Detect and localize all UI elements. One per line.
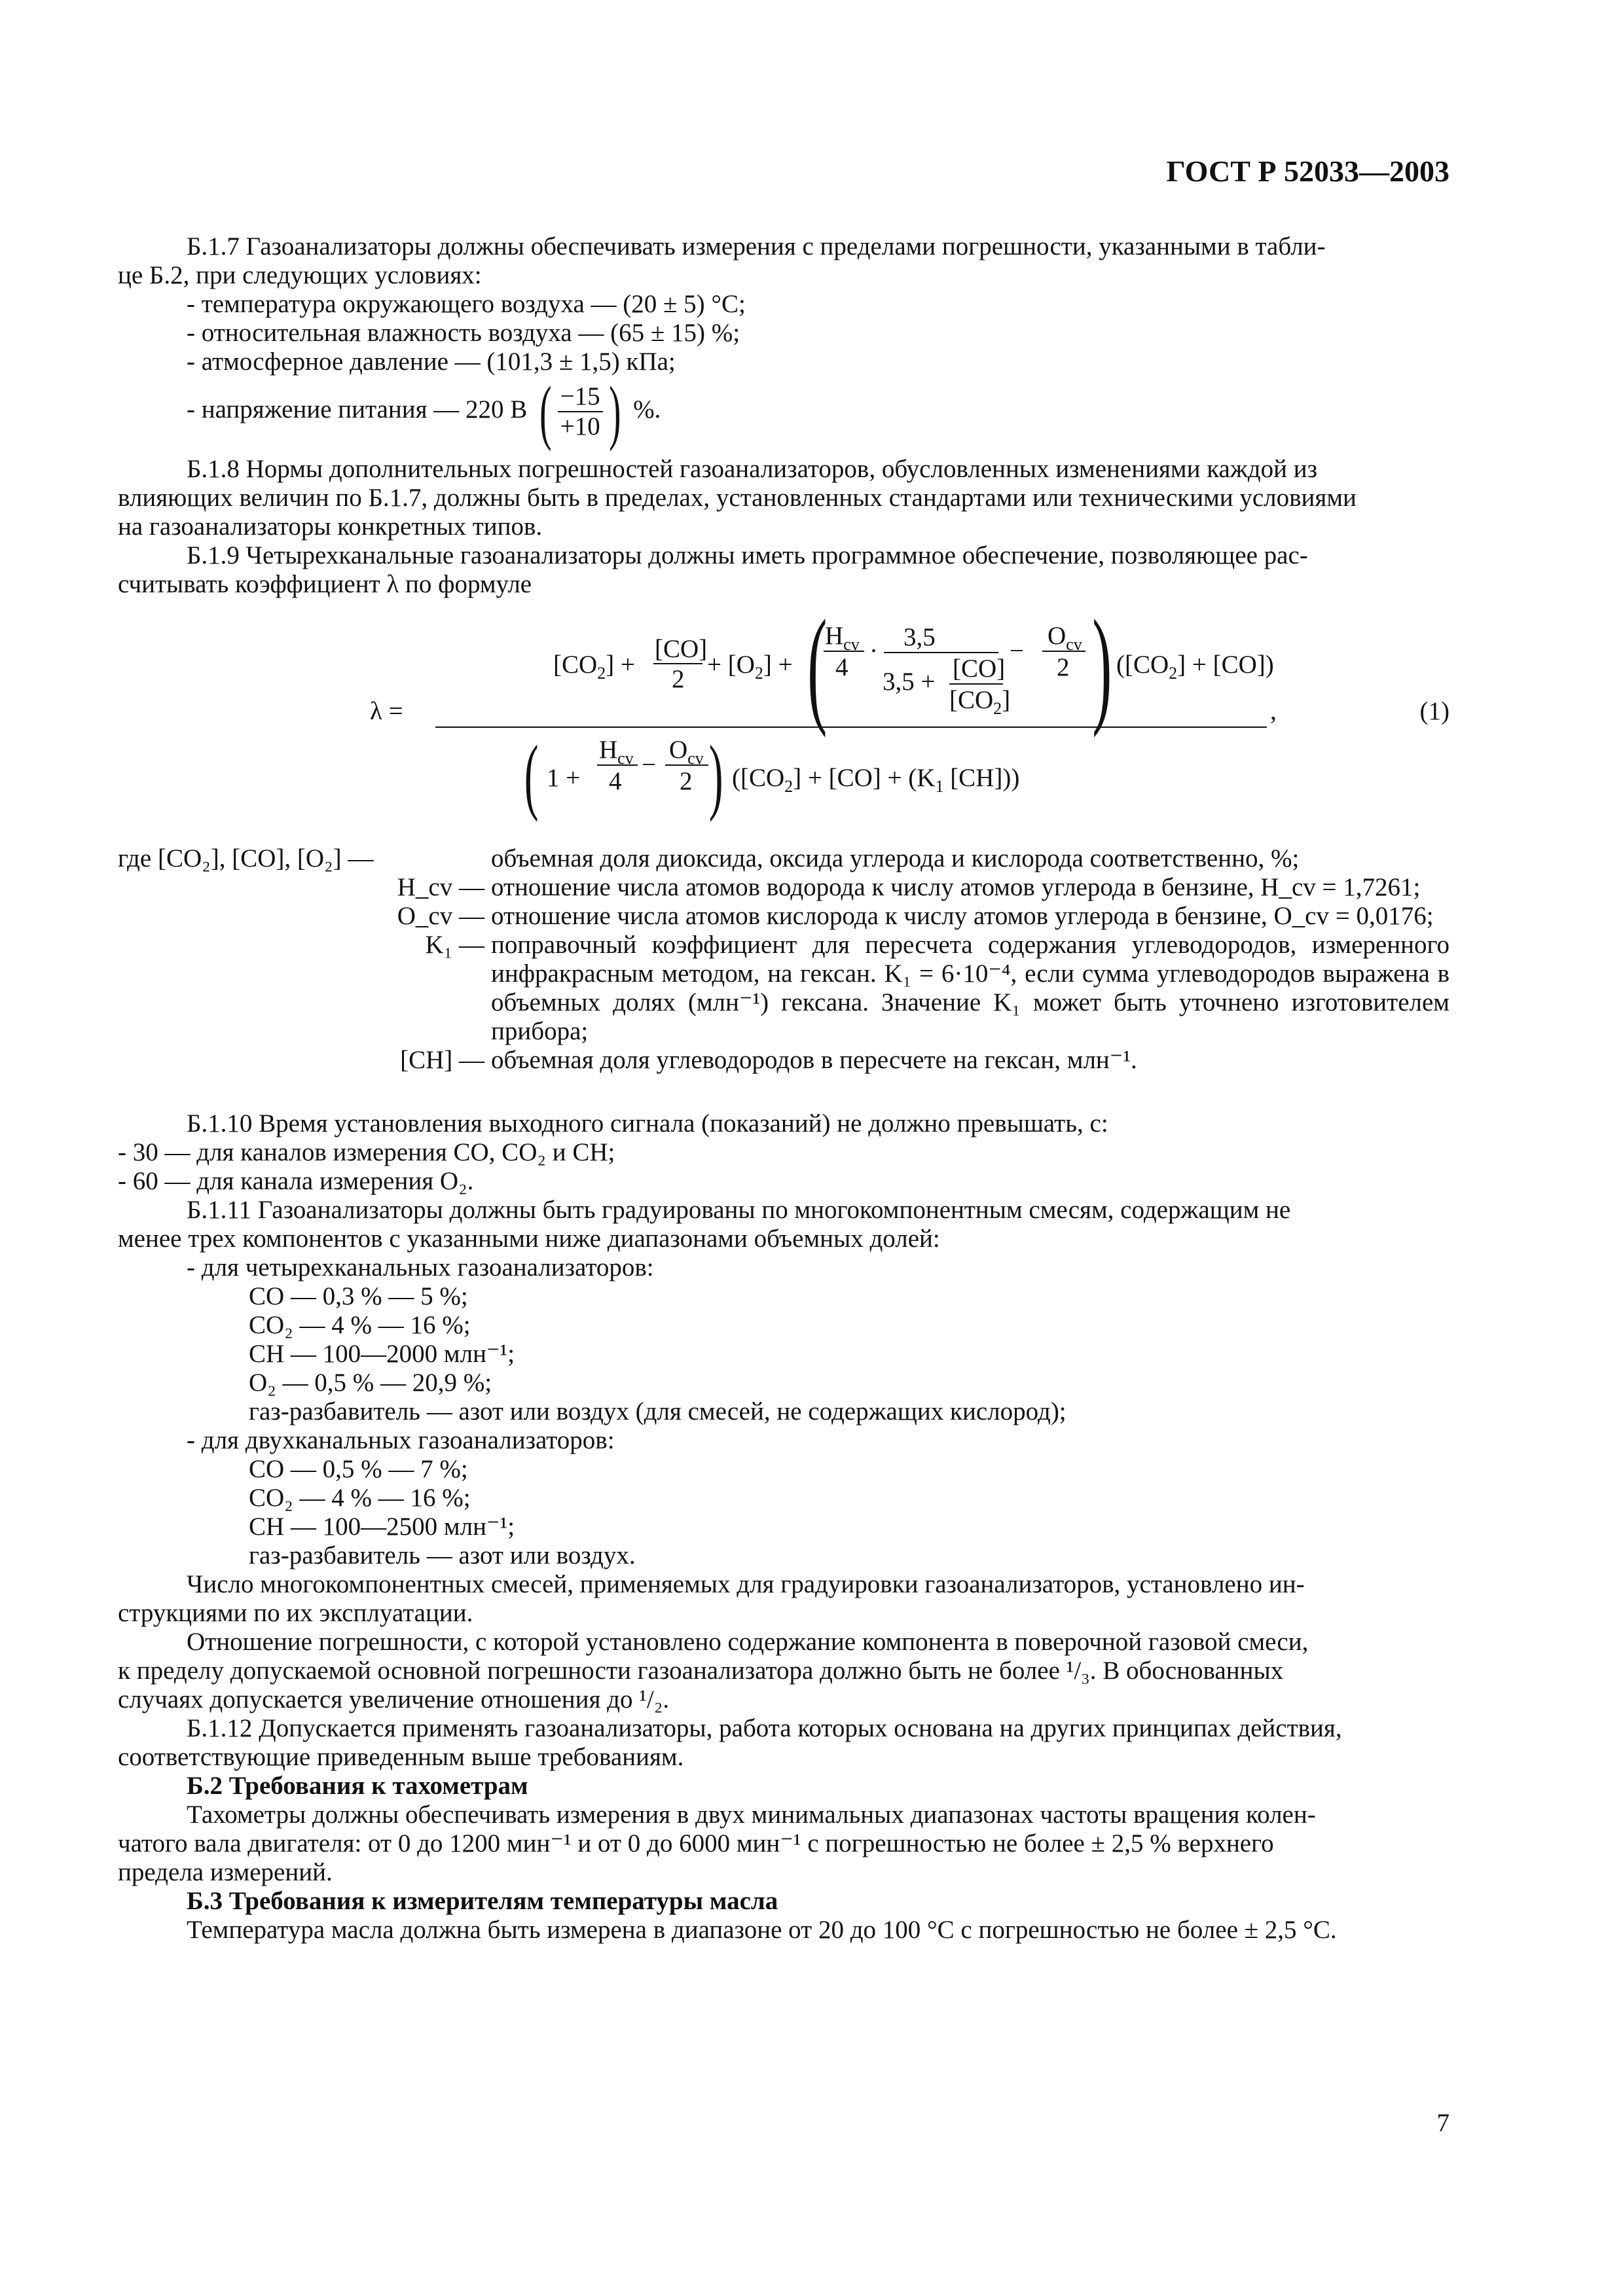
b17-item1: - температура окружающего воздуха — (20 ± 5) °С; <box>187 290 746 318</box>
b111-para2: Отношение погрешности, с которой установлено содержание компонента в поверочной газовой смеси, <box>187 1628 1309 1656</box>
section-b17 <box>118 232 1450 452</box>
definition-desc: объемная доля диоксида, оксида углерода и кислорода соответственно, %; <box>491 844 1300 872</box>
definition-term: H_cv — <box>397 873 484 901</box>
definition-term: O_cv — <box>397 902 484 930</box>
page-header: ГОСТ Р 52033—2003 <box>1166 154 1450 188</box>
definition-term: где [CO₂], [CO], [O₂] — <box>118 844 374 872</box>
formula-denominator: ( 1 + $H_{cv}$ 4 − $O_{cv}$ 2 ) ($[CO_2] + [CO] + (K_1$ [CH])) <box>524 728 1020 823</box>
b110-item2: - 60 — для канала измерения О₂. <box>118 1167 474 1195</box>
b111-para2c: случаях допускается увеличение отношения до ¹/₂. <box>118 1685 670 1713</box>
b111-line2: менее трех компонентов с указанными ниже диапазонами объемных долей: <box>118 1225 940 1253</box>
b111-two-item: СН — 100—2500 млн⁻¹; <box>249 1513 515 1541</box>
definition-row <box>118 844 1450 873</box>
b112-line1: Б.1.12 Допускается применять газоанализаторы, работа которых основана на других принципах действия, <box>187 1714 1342 1742</box>
definition-desc: отношение числа атомов кислорода к числу атомов углерода в бензине, O_cv = 0,0176; <box>491 902 1434 930</box>
b111-line1: Б.1.11 Газоанализаторы должны быть градуированы по многокомпонентным смесям, содержащим не <box>187 1196 1291 1224</box>
b110-line1: Б.1.10 Время установления выходного сигнала (показаний) не должно превышать, с: <box>187 1109 1108 1138</box>
b2-line2: чатого вала двигателя: от 0 до 1200 мин⁻¹ и от 0 до 6000 мин⁻¹ с погрешностью не более ± 2,5 % верхнего <box>118 1829 1274 1857</box>
b111-para1b: струкциями по их эксплуатации. <box>118 1599 473 1627</box>
b2-line1: Тахометры должны обеспечивать измерения в двух минимальных диапазонах частоты вращения колен- <box>187 1801 1316 1829</box>
page-number: 7 <box>1436 2109 1450 2137</box>
b17-item4 <box>118 372 1450 452</box>
b17-item3: - атмосферное давление — (101,3 ± 1,5) кПа; <box>187 348 676 376</box>
definition-term: [CH] — <box>400 1046 484 1074</box>
formula-number: (1) <box>1419 697 1450 725</box>
b17-item4-prefix: - напряжение питания — 220 В <box>187 395 528 423</box>
formula-main-fraction-bar <box>435 726 1267 728</box>
b18-line2: влияющих величин по Б.1.7, должны быть в пределах, установленных стандартами или техническими условиями <box>118 484 1357 512</box>
b111-two-item: СО₂ — 4 % — 16 %; <box>249 1484 471 1512</box>
definition-row <box>118 1046 1450 1075</box>
formula-definitions <box>118 844 1450 1075</box>
formula-lambda: λ = <box>370 697 403 725</box>
b18-line3: на газоанализаторы конкретных типов. <box>118 512 543 541</box>
b111-four-item: О₂ — 0,5 % — 20,9 %; <box>249 1369 492 1397</box>
b17-item2: - относительная влажность воздуха — (65 ± 15) %; <box>187 319 740 347</box>
formula-numerator: $[CO_2]$ + [CO] 2 + $[O_2]$ + ( $H_{cv}$ 4 · 3,5 3,5 + [CO] $[CO_2]$ − $O_{cv}$ 2 ) $([CO_2] + [CO])$ <box>553 594 1274 738</box>
b17-text1: Б.1.7 Газоанализаторы должны обеспечивать измерения с пределами погрешности, указанными в табли- <box>187 232 1326 260</box>
b111-two-item: СО — 0,5 % — 7 %; <box>249 1455 468 1483</box>
b3-heading: Б.3 Требования к измерителям температуры масла <box>187 1887 778 1915</box>
definition-desc: поправочный коэффициент для пересчета содержания углеводородов, измеренного инфракрасным методом, на гексан. K₁ = 6·10⁻⁴, если сумма углеводородов выражена в объемных долях (млн⁻¹) гексана. Значение K₁ может быть уточнено изготовителем прибора; <box>491 931 1450 1045</box>
definition-row <box>118 931 1450 1046</box>
definition-desc: объемная доля углеводородов в пересчете на гексан, млн⁻¹. <box>491 1046 1137 1074</box>
b3-line1: Температура масла должна быть измерена в диапазоне от 20 до 100 °С с погрешностью не более ± 2,5 °С. <box>187 1916 1337 1944</box>
b111-para1: Число многокомпонентных смесей, применяемых для градуировки газоанализаторов, установлено ин- <box>187 1570 1305 1598</box>
b111-four-item: СН — 100—2000 млн⁻¹; <box>249 1340 515 1368</box>
b112-line2: соответствующие приведенным выше требованиям. <box>118 1743 684 1771</box>
definition-desc: отношение числа атомов водорода к числу атомов углерода в бензине, H_cv = 1,7261; <box>491 873 1421 901</box>
definition-row <box>118 873 1450 902</box>
voltage-tolerance: ( −15 +10 ) <box>539 372 621 452</box>
voltage-tolerance-top: −15 <box>558 382 603 412</box>
b111-two-head: - для двухканальных газоанализаторов: <box>187 1426 615 1454</box>
b19-line1: Б.1.9 Четырехканальные газоанализаторы должны иметь программное обеспечение, позволяющее рас- <box>187 541 1308 569</box>
formula-comma: , <box>1270 697 1277 725</box>
b111-four-head: - для четырехканальных газоанализаторов: <box>187 1253 654 1282</box>
section-b110-b3 <box>118 1109 1450 1945</box>
b111-two-item: газ-разбавитель — азот или воздух. <box>249 1541 636 1570</box>
b18-line1: Б.1.8 Нормы дополнительных погрешностей газоанализаторов, обусловленных изменениями каждой из <box>187 455 1318 483</box>
b2-heading: Б.2 Требования к тахометрам <box>187 1772 528 1800</box>
b19-line2: считывать коэффициент λ по формуле <box>118 570 532 598</box>
b17-item4-suffix: %. <box>633 395 661 423</box>
section-b18-b19 <box>118 455 1450 599</box>
b111-four-item: СО — 0,3 % — 5 %; <box>249 1282 468 1310</box>
b17-text2: це Б.2, при следующих условиях: <box>118 261 482 289</box>
b111-four-item: газ-разбавитель — азот или воздух (для смесей, не содержащих кислород); <box>249 1397 1067 1426</box>
b111-four-item: СО₂ — 4 % — 16 %; <box>249 1311 471 1339</box>
definition-row <box>118 902 1450 931</box>
b111-para2b: к пределу допускаемой основной погрешности газоанализатора должно быть не более ¹/₃. В обоснованных <box>118 1657 1284 1685</box>
b110-item1: - 30 — для каналов измерения СО, СО₂ и СН; <box>118 1138 615 1166</box>
definition-term: K₁ — <box>425 931 484 959</box>
voltage-tolerance-bottom: +10 <box>560 412 600 440</box>
lambda-formula <box>118 594 1450 825</box>
b2-line3: предела измерений. <box>118 1858 333 1886</box>
